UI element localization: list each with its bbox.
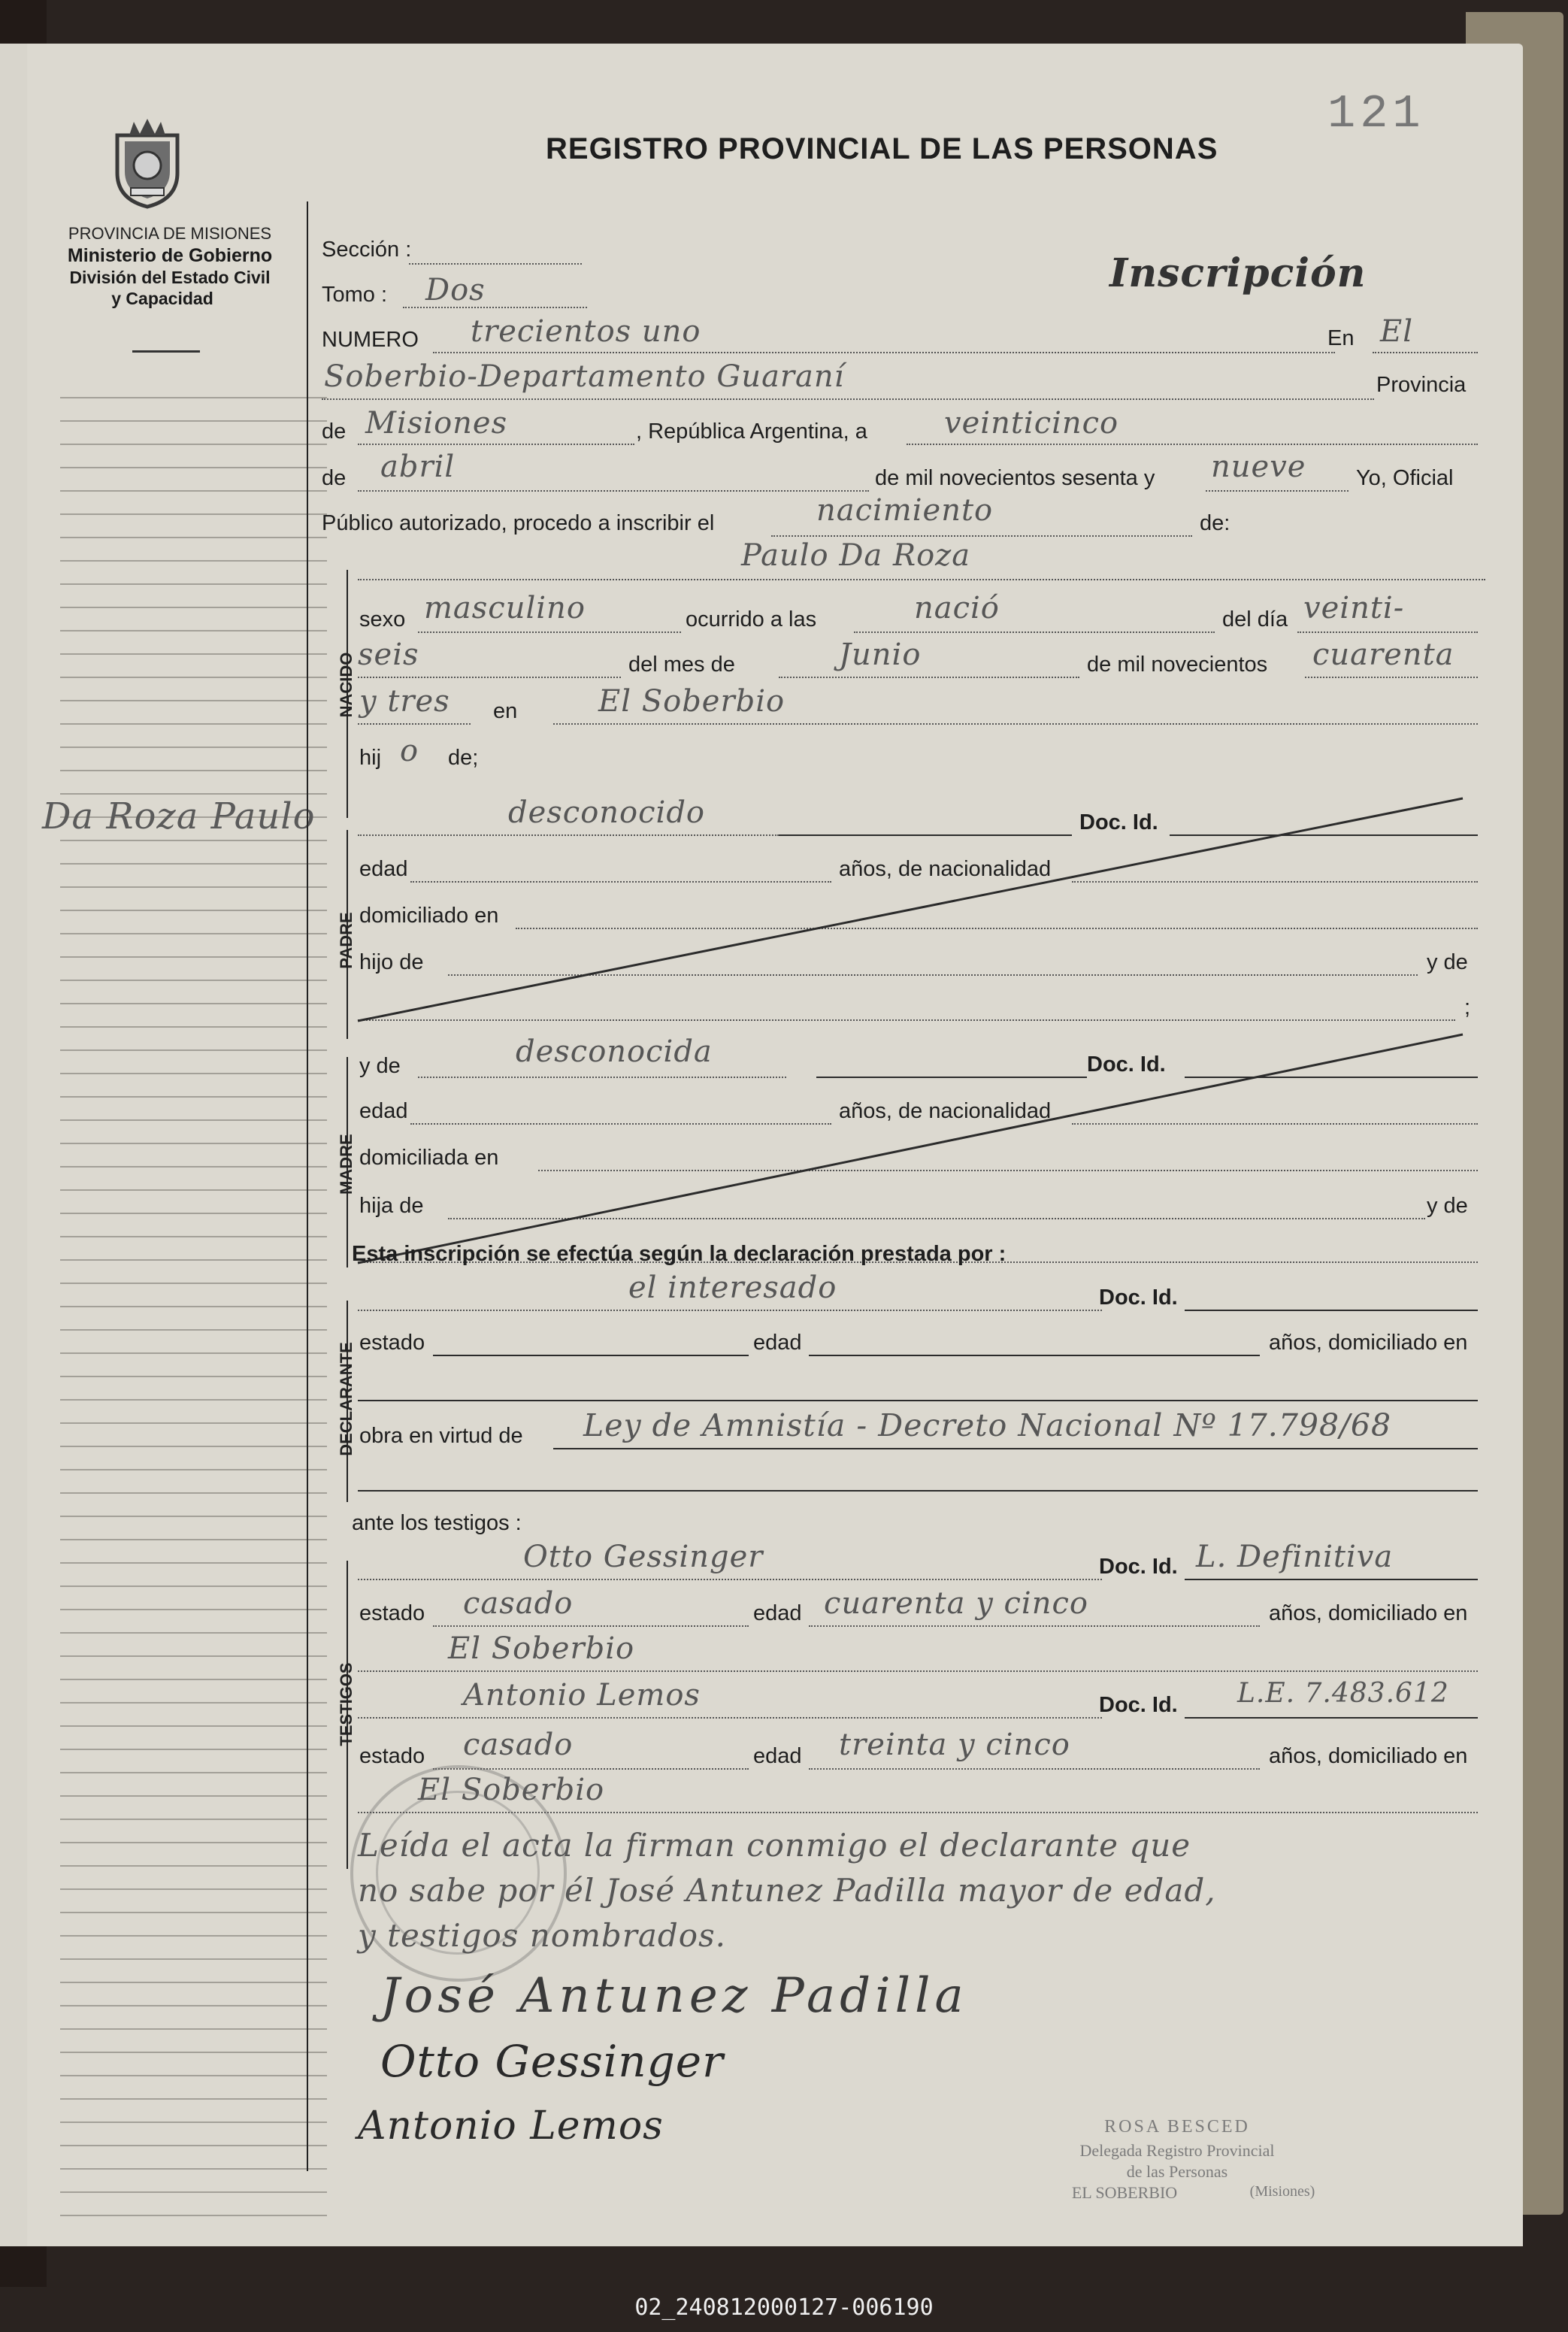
margin-rule: [60, 2052, 327, 2053]
margin-rule: [60, 2191, 327, 2193]
line-declarante-doc: [1185, 1310, 1478, 1311]
label-padre-yde: y de: [1427, 950, 1468, 974]
margin-rule: [60, 1725, 327, 1727]
label-numero: NUMERO: [322, 328, 419, 352]
line-obra-2: [358, 1490, 1478, 1492]
label-en: En: [1327, 326, 1355, 350]
label-t2-dom: años, domiciliado en: [1269, 1744, 1468, 1768]
line-t2-doc: [1185, 1717, 1478, 1719]
margin-rule: [60, 2168, 327, 2170]
label-ocurrido: ocurrido a las: [686, 607, 817, 631]
label-madre-yde: y de: [359, 1054, 401, 1078]
value-sexo: masculino: [424, 591, 586, 625]
value-obra: Ley de Amnistía - Decreto Nacional Nº 17.798/68: [583, 1407, 1392, 1443]
margin-rule: [60, 2122, 327, 2123]
value-t2-doc: L.E. 7.483.612: [1237, 1678, 1449, 1709]
value-anio: nueve: [1211, 450, 1306, 484]
header-ministry: Ministerio de Gobierno: [67, 245, 273, 266]
margin-rule: [60, 1679, 327, 1680]
line-t2-edad: [809, 1768, 1260, 1770]
value-dia: veinticinco: [944, 406, 1119, 441]
line-declarante-dom: [358, 1400, 1478, 1401]
label-t2-edad: edad: [753, 1744, 802, 1768]
label-t1-dom: años, domiciliado en: [1269, 1601, 1468, 1625]
padre-semicolon: ;: [1464, 995, 1471, 1019]
label-hij: hij: [359, 746, 382, 770]
margin-rule: [60, 1539, 327, 1540]
label-declarante-doc: Doc. Id.: [1099, 1286, 1178, 1310]
label-de-colon: de:: [1200, 511, 1230, 535]
margin-rule: [60, 1562, 327, 1564]
value-place: Soberbio-Departamento Guaraní: [324, 359, 845, 394]
label-declarante-edad: edad: [753, 1331, 802, 1355]
margin-rule: [60, 1795, 327, 1797]
value-numero: trecientos uno: [471, 314, 701, 349]
label-declaracion: Esta inscripción se efectúa según la declaración prestada por :: [352, 1242, 1006, 1266]
value-lugar-nac: El Soberbio: [598, 684, 786, 719]
margin-rule: [60, 1865, 327, 1867]
value-dia-2: seis: [358, 638, 419, 672]
label-mil: de mil novecientos sesenta y: [875, 466, 1155, 490]
label-testigos: ante los testigos :: [352, 1511, 522, 1535]
margin-rule: [60, 1958, 327, 1960]
header-province: PROVINCIA DE MISIONES: [68, 224, 272, 243]
line-obra: [553, 1448, 1478, 1449]
label-republica: , República Argentina, a: [636, 419, 867, 444]
value-provincia: Misiones: [365, 406, 508, 441]
line-testigo1: [358, 1579, 1102, 1580]
margin-rule: [60, 1982, 327, 1983]
value-t2-dom: El Soberbio: [418, 1773, 605, 1807]
line-testigo2: [358, 1717, 1102, 1719]
line-t1-doc: [1185, 1579, 1478, 1580]
section-madre: MADRE: [337, 1134, 356, 1195]
label-madre-hija: hija de: [359, 1194, 424, 1218]
value-anio-1: cuarenta: [1312, 638, 1454, 672]
value-padre: desconocido: [508, 795, 706, 830]
label-obra: obra en virtud de: [359, 1424, 523, 1448]
label-del-dia: del día: [1222, 607, 1288, 631]
label-seccion: Sección :: [322, 238, 412, 262]
stamp-title: Delegada Registro Provincial: [1079, 2141, 1275, 2160]
label-madre-doc: Doc. Id.: [1087, 1052, 1166, 1077]
margin-rule: [60, 1842, 327, 1843]
section-testigos: TESTIGOS: [337, 1662, 356, 1746]
line-declarante: [358, 1310, 1102, 1311]
value-t2-edad: treinta y cinco: [839, 1728, 1070, 1762]
label-padre-doc: Doc. Id.: [1079, 810, 1158, 834]
margin-rule: [60, 1702, 327, 1704]
label-de-2: de: [322, 466, 347, 490]
value-dia-1: veinti-: [1303, 591, 1405, 625]
margin-rule: [60, 1399, 327, 1401]
label-declarante-estado: estado: [359, 1331, 425, 1355]
stamp-province: (Misiones): [1249, 2183, 1315, 2200]
closing-line-1: Leída el acta la firman conmigo el declarante que: [358, 1827, 1191, 1864]
value-anio-2: y tres: [359, 684, 450, 719]
stamp-registry: de las Personas: [1126, 2162, 1228, 2181]
value-t1-estado: casado: [463, 1586, 574, 1621]
value-t2-estado: casado: [463, 1728, 574, 1762]
margin-rule: [60, 2098, 327, 2100]
margin-rule: [60, 1749, 327, 1750]
margin-rule: [60, 1329, 327, 1331]
value-t1-dom: El Soberbio: [448, 1631, 635, 1666]
margin-rule: [60, 2075, 327, 2076]
label-t1-doc: Doc. Id.: [1099, 1555, 1178, 1579]
value-hij: o: [400, 734, 419, 768]
label-padre-edad: edad: [359, 857, 408, 881]
line-t1-estado: [433, 1625, 749, 1627]
margin-rule: [60, 1609, 327, 1610]
signature-2: Otto Gessinger: [380, 2036, 724, 2087]
label-del-mes: del mes de: [628, 653, 735, 677]
section-declarante: DECLARANTE: [337, 1342, 356, 1456]
line-t1-dom: [358, 1670, 1478, 1672]
value-en: El: [1380, 314, 1413, 349]
margin-rule: [60, 1585, 327, 1587]
closing-line-2: no sabe por él José Antunez Padilla mayor de edad,: [358, 1872, 1216, 1909]
line-t1-edad: [809, 1625, 1260, 1627]
value-nombre: Paulo Da Roza: [741, 538, 971, 573]
label-oficial: Yo, Oficial: [1356, 466, 1454, 490]
margin-rule: [60, 1422, 327, 1424]
label-padre-dom: domiciliado en: [359, 904, 499, 928]
margin-rule: [60, 1632, 327, 1634]
margin-rule: [60, 1516, 327, 1517]
signature-3: Antonio Lemos: [358, 2103, 664, 2149]
label-de-nac: de;: [448, 746, 479, 770]
value-testigo2: Antonio Lemos: [463, 1678, 701, 1713]
stamp-name: ROSA BESCED: [1104, 2117, 1250, 2137]
previous-page-edge: [0, 44, 27, 2246]
label-t1-estado: estado: [359, 1601, 425, 1625]
value-declarante: el interesado: [628, 1270, 837, 1305]
label-de: de: [322, 419, 347, 444]
label-madre-yde-end: y de: [1427, 1194, 1468, 1218]
margin-rule: [60, 1819, 327, 1820]
margin-rule: [60, 1935, 327, 1937]
margin-rule: [60, 1352, 327, 1354]
margin-rule: [60, 1772, 327, 1773]
label-t2-doc: Doc. Id.: [1099, 1693, 1178, 1717]
label-padre-nac: años, de nacionalidad: [839, 857, 1052, 881]
value-mes-nac: Junio: [839, 638, 922, 672]
signature-1: José Antunez Padilla: [380, 1968, 968, 2024]
label-t2-estado: estado: [359, 1744, 425, 1768]
strike-through-lines: [27, 44, 1523, 1322]
stamp-town: EL SOBERBIO: [1071, 2183, 1178, 2202]
margin-rule: [60, 2005, 327, 2006]
label-en-nac: en: [493, 699, 518, 723]
value-mes: abril: [380, 450, 456, 484]
label-publico: Público autorizado, procedo a inscribir el: [322, 511, 715, 535]
label-sexo: sexo: [359, 607, 406, 631]
header-division: División del Estado Civil: [69, 268, 271, 287]
margin-rule: [60, 2145, 327, 2146]
label-padre-hijo: hijo de: [359, 950, 424, 974]
value-acto: nacimiento: [816, 493, 994, 528]
label-madre-nac: años, de nacionalidad: [839, 1099, 1052, 1123]
value-t1-edad: cuarenta y cinco: [824, 1586, 1088, 1621]
header-capacity: y Capacidad: [111, 289, 213, 308]
margin-rule: [60, 1655, 327, 1657]
margin-rule: [60, 1888, 327, 1890]
margin-rule: [60, 1912, 327, 1913]
label-tomo: Tomo :: [322, 283, 388, 307]
margin-note: Da Roza Paulo: [42, 795, 316, 837]
margin-rule: [60, 1492, 327, 1494]
page-title: REGISTRO PROVINCIAL DE LAS PERSONAS: [546, 132, 1218, 165]
line-declarante-edad: [809, 1355, 1260, 1356]
value-testigo1: Otto Gessinger: [523, 1540, 764, 1574]
footer-id: 02_240812000127-006190: [634, 2294, 934, 2321]
margin-rule: [60, 1376, 327, 1377]
label-declarante-dom: años, domiciliado en: [1269, 1331, 1468, 1355]
margin-rule: [60, 2028, 327, 2030]
value-tomo: Dos: [425, 273, 486, 307]
label-mil-nac: de mil novecientos: [1087, 653, 1268, 677]
value-hora: nació: [914, 591, 1000, 625]
line-declarante-estado: [433, 1355, 749, 1356]
page-number: 121: [1327, 87, 1425, 141]
closing-line-3: y testigos nombrados.: [358, 1917, 726, 1954]
label-madre-dom: domiciliada en: [359, 1146, 499, 1170]
label-provincia: Provincia: [1376, 373, 1467, 397]
label-madre-edad: edad: [359, 1099, 408, 1123]
section-padre: PADRE: [337, 912, 356, 969]
top-signature: Inscripción: [1109, 250, 1367, 296]
margin-rule: [60, 1469, 327, 1470]
register-page: [27, 44, 1523, 2246]
value-madre: desconocida: [516, 1034, 713, 1069]
label-t1-edad: edad: [753, 1601, 802, 1625]
margin-rule: [60, 2215, 327, 2216]
section-nacido: NACIDO: [337, 652, 356, 718]
value-t1-doc: L. Definitiva: [1196, 1540, 1394, 1574]
margin-rule: [60, 1446, 327, 1447]
